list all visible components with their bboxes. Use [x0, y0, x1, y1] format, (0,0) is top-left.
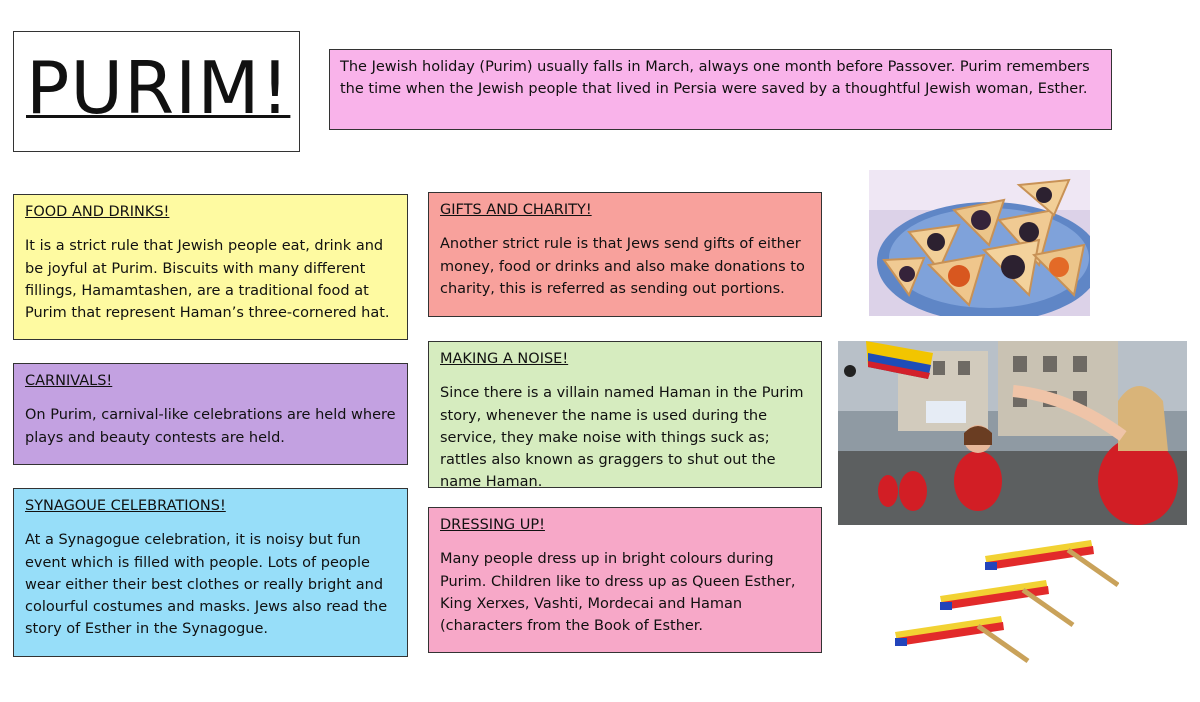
gragger-2: [940, 580, 1073, 625]
gifts-heading: GIFTS AND CHARITY!: [440, 202, 592, 218]
gifts-body: Another strict rule is that Jews send gifts of either money, food or drinks and also make donations to charity, this is referred as sending out portions.: [440, 236, 805, 297]
gragger-3: [895, 616, 1028, 661]
food-and-drinks-card: [13, 194, 408, 340]
noise-body: Since there is a villain named Haman in the Purim story, whenever the name is used during the service, they make noise with things suck as; rattles also known as graggers to shut out the name Haman.: [440, 385, 804, 491]
carnivals-card: [13, 363, 408, 465]
food-body: It is a strict rule that Jewish people eat, drink and be joyful at Purim. Biscuits with many different fillings, Hamamtashen, are a traditional food at Purim that represent Haman’s three-cornered hat.: [25, 238, 390, 322]
dressing-card: [428, 507, 822, 653]
carnivals-body: On Purim, carnival-like celebrations are held where plays and beauty contests are held.: [25, 407, 396, 446]
gragger-1: [985, 540, 1118, 585]
intro-box: [329, 49, 1112, 130]
noise-card: [428, 341, 822, 491]
food-heading: FOOD AND DRINKS!: [25, 204, 170, 220]
gifts-card: [428, 192, 822, 317]
title-box: [13, 31, 300, 152]
carnivals-heading: CARNIVALS!: [25, 373, 113, 389]
dressing-body: Many people dress up in bright colours during Purim. Children like to dress up as Queen Esther, King Xerxes, Vashti, Mordecai and Haman (characters from the Book of Esther.: [440, 551, 796, 635]
intro-text: The Jewish holiday (Purim) usually falls in March, always one month before Passover. Purim remembers the time when the Jewish people that lived in Persia were saved by a thoughtful Jewish woman, Esther.: [340, 59, 1090, 97]
hamantaschen-photo: [869, 170, 1090, 316]
noise-heading: MAKING A NOISE!: [440, 351, 569, 367]
page-title: PURIM!: [26, 46, 291, 130]
synagogue-card: [13, 488, 408, 657]
synagogue-body: At a Synagogue celebration, it is noisy but fun event which is filled with people. Lots of people wear either their best clothes or really bright and colourful costumes and masks. Jews also read the story of Esther in the Synagogue.: [25, 532, 388, 638]
graggers-photo: [893, 540, 1119, 665]
dressing-heading: DRESSING UP!: [440, 517, 545, 533]
parade-photo: [838, 341, 1187, 525]
synagogue-heading: SYNAGOUE CELEBRATIONS!: [25, 498, 226, 514]
